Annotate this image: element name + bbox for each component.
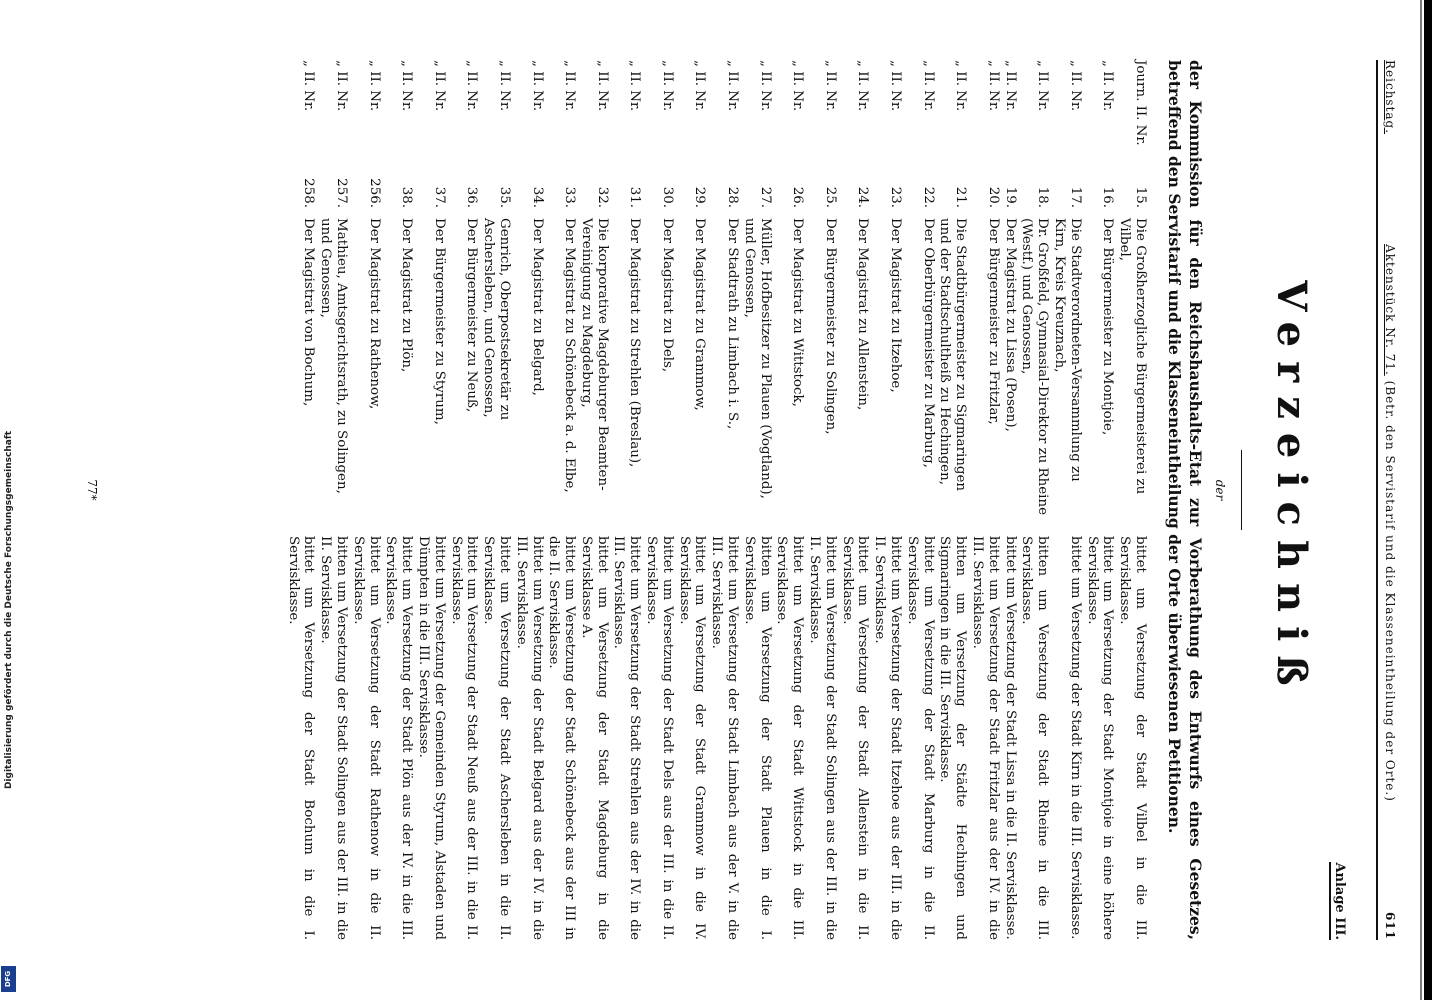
petition-request: bittet um Versetzung der Stadt Wittstock in die III. Servisklasse. <box>774 536 806 940</box>
petition-number: 17. <box>1067 186 1083 208</box>
petition-row <box>513 60 545 940</box>
petition-petitioner: Der Stadtrath zu Limbach i. S., <box>725 218 741 430</box>
petition-petitioner: Der Magistrat zu Wittstock, <box>790 218 806 407</box>
petition-row <box>806 60 838 940</box>
petition-ref: „ II. Nr. <box>399 60 415 112</box>
petition-request: bittet um Versetzung der Stadt Allenstein in die II. Servisklasse. <box>839 536 871 940</box>
petition-ref: Journ. II. Nr. <box>1133 60 1148 146</box>
petition-number: 16. <box>1100 186 1116 208</box>
petition-petitioner: Der Magistrat zu Schönebeck a. d. Elbe, <box>562 218 578 493</box>
petition-request: bittet um Versetzung der Stadt Plön aus der IV. in die III. Servisklasse. <box>383 536 415 940</box>
petition-petitioner: Der Bürgermeister zu Fritzlar, <box>985 218 1001 425</box>
petition-number: 258. <box>301 178 317 208</box>
petition-request: bittet um Versetzung der Stadt Kirn in die III. Servisklasse. <box>1067 536 1083 940</box>
petition-petitioner: Der Bürgermeister zu Neuß, <box>464 218 480 413</box>
petition-row <box>969 60 1001 940</box>
petition-row <box>1019 60 1051 940</box>
petition-request: bittet um Versetzung der Stadt Montjoie in eine höhere Servisklasse. <box>1084 536 1116 940</box>
petition-petitioner: Die Stadtverordneten-Versammlung zu Kirn, Kreis Kreuznach, <box>1052 218 1083 482</box>
petition-ref: „ II. Nr. <box>333 60 349 112</box>
petition-petitioner: Der Magistrat zu Allenstein, <box>855 218 871 411</box>
petition-ref: „ II. Nr. <box>464 60 480 112</box>
petition-petitioner: Der Bürgermeister zu Montjoie, <box>1100 218 1116 436</box>
petition-ref: „ II. Nr. <box>562 60 578 112</box>
petition-row <box>774 60 806 940</box>
petition-request: bittet um Versetzung der Stadt Grammow in die IV. Servisklasse. <box>676 536 708 940</box>
title-der: der <box>1213 479 1227 501</box>
petition-row <box>676 60 708 940</box>
petition-request: bittet um Versetzung der Stadt Aschersleben in die II. Servisklasse. <box>481 536 512 940</box>
petition-petitioner: Dr. Großfeld, Gymnasial-Direktor zu Rheine (Westf.) und Genossen, <box>1019 218 1051 515</box>
scan-edge-line <box>1420 0 1422 1000</box>
page-footer-number: 77* <box>85 479 99 501</box>
petition-petitioner: Der Magistrat zu Grammow, <box>692 218 708 411</box>
petition-table <box>284 60 1148 940</box>
petition-request: bitten um Versetzung der Städte Hechingen und Sigmaringen in die III. Servisklasse. <box>937 536 969 940</box>
petition-number: 35. <box>496 186 512 208</box>
document-subtitle: der Kommission für den Reichshaushalts-Etat zur Vorberathung des Entwurfs eines Gesetzes, betreffend den Servistarif und die Klasseneintheilung der Orte überwiesenen Petitionen. <box>1165 60 1205 940</box>
petition-number: 30. <box>659 186 675 208</box>
petition-petitioner: Der Magistrat von Bochum, <box>301 218 317 407</box>
petition-number: 36. <box>464 186 480 208</box>
petition-petitioner: Der Magistrat zu Strehlen (Breslau), <box>627 218 643 468</box>
petition-request: bittet um Versetzung der Stadt Bochum in die I. Servisklasse. <box>285 536 317 940</box>
petition-petitioner: Die Stadtbürgermeister zu Sigmaringen und der Stadtschultheiß zu Hechingen, <box>937 218 969 491</box>
petition-row <box>383 60 415 940</box>
petition-number: 38. <box>399 186 415 208</box>
petition-request: bittet um Versetzung der Stadt Schönebeck aus der III in die II. Servisklasse. <box>546 536 578 940</box>
petition-row <box>1051 60 1083 940</box>
petition-number: 34. <box>529 186 545 208</box>
petition-row <box>415 60 447 940</box>
petition-ref: „ II. Nr. <box>1035 60 1051 112</box>
petition-number: 256. <box>366 178 382 208</box>
petition-number: 31. <box>627 186 643 208</box>
petition-petitioner: Der Magistrat zu Rathenow, <box>366 218 382 410</box>
header-page-number: 611 <box>1383 911 1397 940</box>
petition-ref: „ II. Nr. <box>659 60 675 112</box>
petition-number: 29. <box>692 186 708 208</box>
dfg-logo-icon: DFG <box>1 966 16 992</box>
petition-ref: „ II. Nr. <box>725 60 741 112</box>
petition-number: 28. <box>725 186 741 208</box>
petition-row <box>1116 60 1148 940</box>
petition-number: 20. <box>985 186 1001 208</box>
petition-row <box>741 60 773 940</box>
petition-row <box>871 60 903 940</box>
petition-ref: „ II. Nr. <box>822 60 838 112</box>
petition-row <box>546 60 578 940</box>
digitization-footer <box>0 0 18 1000</box>
petition-number: 23. <box>888 186 904 208</box>
petition-ref: „ II. Nr. <box>431 60 447 112</box>
petition-row <box>937 60 969 940</box>
petition-petitioner: Der Magistrat zu Lissa (Posen), <box>1002 218 1018 432</box>
petition-petitioner: Der Magistrat zu Itzehoe, <box>888 218 904 393</box>
petition-request: bittet um Versetzung der Stadt Marburg in die II. Servisklasse. <box>904 536 936 940</box>
petition-ref: „ II. Nr. <box>985 60 1001 112</box>
petition-request: bittet um Versetzung der Stadt Dels aus der III. in die II. Servisklasse. <box>644 536 675 940</box>
petition-row <box>285 60 317 940</box>
header-center-pre: Aktenstück Nr. 71. <box>1383 244 1397 376</box>
petition-row <box>317 60 349 940</box>
petition-ref: „ II. Nr. <box>301 60 317 112</box>
running-header <box>1376 60 1398 940</box>
petition-request: bittet um Versetzung der Gemeinden Styrum, Alstaden und Dümpten in die III. Servisklasse. <box>415 536 447 940</box>
petition-number: 25. <box>822 186 838 208</box>
petition-petitioner: Die korporative Magdeburger Beamten-Vereinigung zu Magdeburg, <box>578 218 610 491</box>
petition-ref: „ II. Nr. <box>496 60 512 112</box>
petition-number: 18. <box>1035 186 1051 208</box>
petition-ref: „ II. Nr. <box>366 60 382 112</box>
petition-number: 24. <box>855 186 871 208</box>
petition-number: 32. <box>594 186 610 208</box>
petition-petitioner: Der Magistrat zu Belgard, <box>529 218 545 396</box>
petition-ref: „ II. Nr. <box>757 60 773 112</box>
petition-petitioner: Müller, Hofbesitzer zu Plauen (Vogtland), und Genossen, <box>741 218 773 499</box>
petition-row <box>904 60 936 940</box>
petition-request: bittet um Versetzung der Stadt Lissa in die II. Servisklasse. <box>1002 536 1018 940</box>
petition-row <box>480 60 512 940</box>
petition-number: 257. <box>333 178 349 208</box>
petition-number: 21. <box>953 186 969 208</box>
petition-ref: „ II. Nr. <box>627 60 643 112</box>
petition-petitioner: Genrich, Oberpostsekretär zu Aschersleben, und Genossen, <box>481 218 512 421</box>
petition-request: bitten um Versetzung der Stadt Solingen aus der III. in die II. Servisklasse. <box>318 536 349 940</box>
petition-petitioner: Der Magistrat zu Plön, <box>399 218 415 373</box>
digitization-note: Digitalisierung gefördert durch die Deutsche Forschungsgemeinschaft <box>4 430 14 790</box>
title-rule <box>1241 450 1242 530</box>
petition-request: bittet um Versetzung der Stadt Vilbel in die III. Servisklasse. <box>1117 536 1148 940</box>
petition-request: bitten um Versetzung der Stadt Plauen in die I. Servisklasse. <box>741 536 773 940</box>
header-left: Reichstag. <box>1383 60 1397 135</box>
petition-petitioner: Der Magistrat zu Dels, <box>659 218 675 373</box>
petition-ref: „ II. Nr. <box>953 60 969 112</box>
petition-row <box>1084 60 1116 940</box>
scanned-page <box>50 20 1410 980</box>
petition-number: 26. <box>790 186 806 208</box>
petition-number: 15. <box>1133 186 1148 208</box>
petition-request: bittet um Versetzung der Stadt Limbach aus der V. in die III. Servisklasse. <box>709 536 741 940</box>
petition-petitioner: Mathieu, Amtsgerichtsrath, zu Solingen, und Genossen, <box>318 218 349 494</box>
petition-row <box>1002 60 1018 940</box>
petition-request: bittet um Versetzung der Stadt Fritzlar aus der IV. in die III. Servisklasse. <box>970 536 1001 940</box>
petition-row <box>708 60 740 940</box>
document-title: Verzeichniß <box>1268 280 1315 700</box>
petition-ref: „ II. Nr. <box>594 60 610 112</box>
petition-ref: „ II. Nr. <box>1067 60 1083 112</box>
petition-request: bittet um Versetzung der Stadt Neuß aus der III. in die II. Servisklasse. <box>448 536 480 940</box>
petition-petitioner: Der Bürgermeister zu Solingen, <box>822 218 838 435</box>
petition-row <box>643 60 675 940</box>
page-content <box>70 20 1410 960</box>
petition-request: bittet um Versetzung der Stadt Belgard aus der IV. in die III. Servisklasse. <box>513 536 545 940</box>
header-center-post: (Betr. den Servistarif und die Klasseneintheilung der Orte.) <box>1383 380 1397 802</box>
petition-number: 37. <box>431 186 447 208</box>
petition-ref: „ II. Nr. <box>529 60 545 112</box>
petition-row <box>448 60 480 940</box>
petition-row <box>839 60 871 940</box>
petition-request: bittet um Versetzung der Stadt Itzehoe aus der III. in die II. Servisklasse. <box>872 536 904 940</box>
scan-edge-right <box>1424 0 1432 1000</box>
petition-ref: „ II. Nr. <box>790 60 806 112</box>
petition-petitioner: Die Großherzogliche Bürgermeisterei zu Vilbel, <box>1117 218 1148 495</box>
petition-request: bitten um Versetzung der Stadt Rheine in die III. Servisklasse. <box>1019 536 1051 940</box>
petition-ref: „ II. Nr. <box>1100 60 1116 112</box>
petition-request: bittet um Versetzung der Stadt Rathenow in die II. Servisklasse. <box>350 536 382 940</box>
anlage-label: Anlage III. <box>1329 862 1348 940</box>
petition-petitioner: Der Oberbürgermeister zu Marburg, <box>920 218 936 468</box>
petition-ref: „ II. Nr. <box>855 60 871 112</box>
petition-row <box>578 60 610 940</box>
petition-request: bittet um Versetzung der Stadt Strehlen aus der IV. in die III. Servisklasse. <box>611 536 643 940</box>
petition-row <box>611 60 643 940</box>
petition-number: 27. <box>757 186 773 208</box>
petition-ref: „ II. Nr. <box>1002 60 1018 112</box>
petition-request: bittet um Versetzung der Stadt Solingen aus der III. in die II. Servisklasse. <box>807 536 838 940</box>
header-center <box>1381 152 1398 894</box>
petition-request: bittet um Versetzung der Stadt Magdeburg in die Servisklasse A. <box>578 536 610 940</box>
petition-ref: „ II. Nr. <box>692 60 708 112</box>
petition-ref: „ II. Nr. <box>888 60 904 112</box>
petition-number: 22. <box>920 186 936 208</box>
petition-number: 33. <box>562 186 578 208</box>
petition-number: 19. <box>1002 186 1018 208</box>
petition-petitioner: Der Bürgermeister zu Styrum, <box>431 218 447 425</box>
petition-ref: „ II. Nr. <box>920 60 936 112</box>
petition-row <box>350 60 382 940</box>
